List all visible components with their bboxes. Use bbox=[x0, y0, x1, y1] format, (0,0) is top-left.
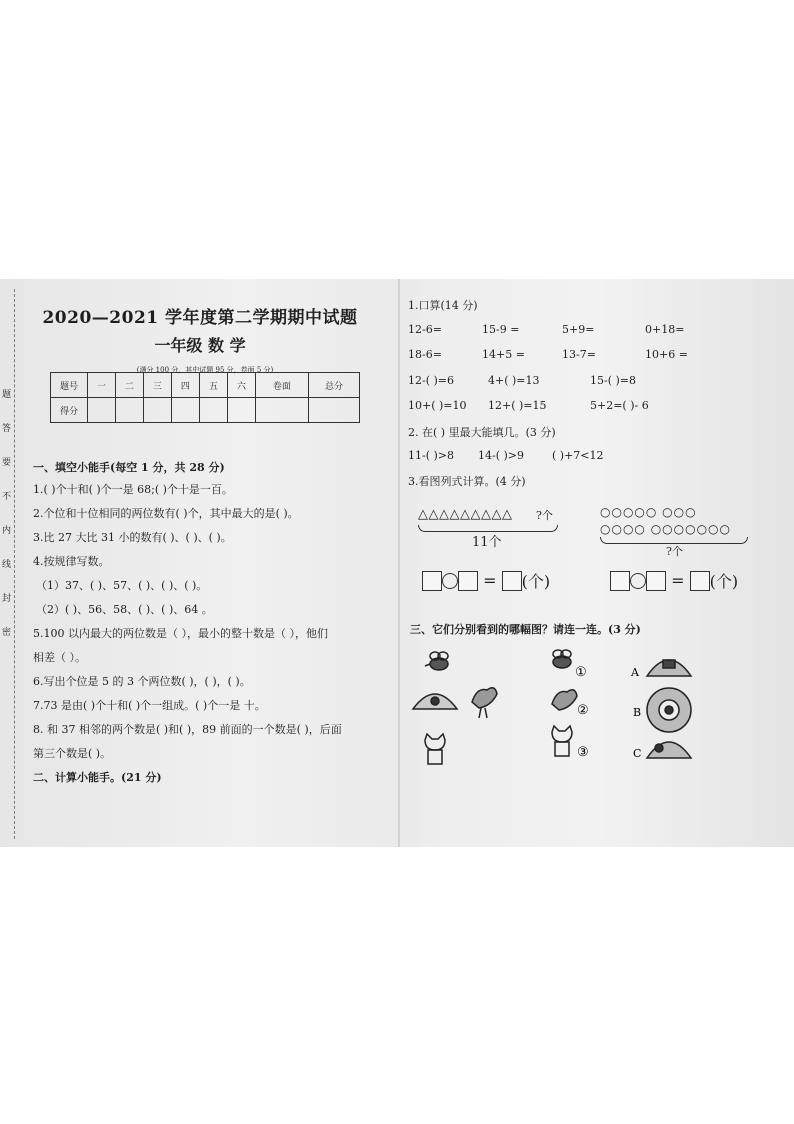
question-line: 6.写出个位是 5 的 3 个两位数( )，( )，( )。 bbox=[33, 675, 251, 688]
binding-label: 不 bbox=[2, 492, 12, 502]
question-line: （1）37、( )、57、( )、( )、( )。 bbox=[36, 579, 208, 592]
left-question-mark: ?个 bbox=[536, 509, 553, 522]
score-header-cell: 卷面 bbox=[255, 373, 308, 398]
arith-item: 10+( )=10 bbox=[408, 399, 467, 412]
score-header-cell: 三 bbox=[143, 373, 171, 398]
binding-label: 内 bbox=[2, 526, 12, 536]
question-line: 8. 和 37 相邻的两个数是( )和( )，89 前面的一个数是( )，后面 bbox=[33, 723, 342, 736]
question-line: 2.个位和十位相同的两位数有( )个，其中最大的是( )。 bbox=[33, 507, 299, 520]
matching-illustration bbox=[405, 644, 785, 774]
match-number: ① bbox=[575, 665, 587, 680]
score-header-cell: 五 bbox=[199, 373, 227, 398]
arith-item: 15-( )=8 bbox=[590, 374, 637, 387]
binding-label: 答 bbox=[2, 424, 12, 434]
score-cell[interactable] bbox=[115, 398, 143, 423]
score-header-cell: 二 bbox=[115, 373, 143, 398]
exam-title: 2020—2021 学年度第二学期期中试题 bbox=[42, 308, 358, 328]
answer-box[interactable] bbox=[646, 571, 666, 591]
arith-item: 10+6 = bbox=[645, 348, 688, 361]
arith-item: 12+( )=15 bbox=[488, 399, 547, 412]
triangle-group: △△△△△△△△△ bbox=[418, 507, 513, 522]
answer-box[interactable] bbox=[690, 571, 710, 591]
score-row-label: 得分 bbox=[51, 398, 88, 423]
compare-item: 11-( )>8 bbox=[408, 449, 455, 462]
score-table-header-row bbox=[51, 373, 360, 398]
binding-label: 线 bbox=[2, 560, 12, 570]
equals-sign: = bbox=[671, 571, 685, 590]
score-cell[interactable] bbox=[88, 398, 116, 423]
match-letter: B bbox=[633, 706, 642, 719]
operator-circle[interactable] bbox=[630, 573, 646, 589]
question-line: 5.100 以内最大的两位数是（ ），最小的整十数是（ ），他们 bbox=[33, 627, 328, 640]
section2-title: 二、计算小能手。(21 分) bbox=[33, 771, 162, 784]
score-cell[interactable] bbox=[227, 398, 255, 423]
section3-title: 三、它们分别看到的哪幅图？请连一连。(3 分) bbox=[410, 623, 641, 636]
bowl-side-view-icon bbox=[647, 742, 691, 758]
binding-label: 封 bbox=[2, 594, 12, 604]
q2-title: 2. 在( ) 里最大能填几。(3 分) bbox=[408, 426, 556, 439]
answer-box[interactable] bbox=[610, 571, 630, 591]
left-total: 11个 bbox=[472, 535, 502, 550]
bowl-icon bbox=[413, 694, 457, 709]
rooster-icon bbox=[552, 690, 577, 710]
answer-row-right bbox=[610, 569, 738, 592]
score-cell[interactable] bbox=[199, 398, 227, 423]
arith-item: 15-9 = bbox=[482, 323, 520, 336]
cat-icon bbox=[425, 734, 445, 764]
q3-title: 3.看图列式计算。(4 分) bbox=[408, 475, 526, 488]
score-header-cell: 总分 bbox=[309, 373, 360, 398]
score-table bbox=[50, 372, 360, 423]
equals-sign: = bbox=[483, 571, 497, 590]
bowl-top-view-icon bbox=[647, 660, 691, 676]
arith-item: 12-6= bbox=[408, 323, 442, 336]
exam-subtitle: 一年级 数 学 bbox=[154, 336, 246, 355]
question-line: 1.( )个十和( )个一是 68;( )个十是一百。 bbox=[33, 483, 233, 496]
match-number: ② bbox=[577, 703, 589, 718]
score-cell[interactable] bbox=[171, 398, 199, 423]
arith-item: 18-6= bbox=[408, 348, 442, 361]
score-cell[interactable] bbox=[255, 398, 308, 423]
q1-title: 1.口算(14 分) bbox=[408, 299, 478, 312]
arith-item: 0+18= bbox=[645, 323, 685, 336]
question-line: （2）( )、56、58、( )、( )、64 。 bbox=[36, 603, 213, 616]
bee-icon bbox=[425, 652, 448, 670]
unit-label: (个) bbox=[521, 572, 551, 591]
bee-icon bbox=[553, 650, 571, 668]
arith-item: 5+9= bbox=[562, 323, 595, 336]
cat-icon bbox=[552, 726, 572, 756]
arith-item: 13-7= bbox=[562, 348, 596, 361]
binding-label: 密 bbox=[2, 628, 12, 638]
compare-item: ( )+7<12 bbox=[552, 449, 604, 462]
right-question-mark: ?个 bbox=[666, 545, 683, 558]
arith-item: 12-( )=6 bbox=[408, 374, 455, 387]
section1-title: 一、填空小能手(每空 1 分，共 28 分) bbox=[33, 461, 225, 474]
binding-label: 题 bbox=[2, 390, 12, 400]
question-line: 3.比 27 大比 31 小的数有( )、( )、( )。 bbox=[33, 531, 232, 544]
score-cell[interactable] bbox=[309, 398, 360, 423]
arith-item: 5+2=( )- 6 bbox=[590, 399, 649, 412]
compare-item: 14-( )>9 bbox=[478, 449, 525, 462]
circle-row-1: ○○○○○ ○○○ bbox=[600, 505, 697, 519]
arith-item: 4+( )=13 bbox=[488, 374, 540, 387]
binding-label: 要 bbox=[2, 458, 12, 468]
answer-row-left bbox=[422, 569, 550, 592]
question-line: 相差（ ）。 bbox=[33, 651, 86, 664]
unit-label: (个) bbox=[709, 572, 739, 591]
score-header-cell: 六 bbox=[227, 373, 255, 398]
question-line: 4.按规律写数。 bbox=[33, 555, 110, 568]
answer-box[interactable] bbox=[422, 571, 442, 591]
answer-box[interactable] bbox=[458, 571, 478, 591]
binding-line bbox=[14, 289, 15, 839]
answer-box[interactable] bbox=[502, 571, 522, 591]
score-note: (满分 100 分，其中试题 95 分，卷面 5 分) bbox=[136, 366, 274, 374]
paper-fold bbox=[398, 279, 400, 847]
question-line: 第三个数是( )。 bbox=[33, 747, 112, 760]
score-header-cell: 题号 bbox=[51, 373, 88, 398]
bowl-front-view-icon bbox=[647, 688, 691, 732]
match-number: ③ bbox=[577, 745, 589, 760]
match-letter: C bbox=[633, 747, 642, 760]
rooster-icon bbox=[472, 688, 497, 718]
match-letter: A bbox=[631, 666, 639, 679]
binding-labels bbox=[2, 389, 14, 661]
score-cell[interactable] bbox=[143, 398, 171, 423]
exam-paper bbox=[0, 279, 794, 847]
arith-item: 14+5 = bbox=[482, 348, 525, 361]
circle-row-2: ○○○○ ○○○○○○○ bbox=[600, 522, 731, 536]
score-header-cell: 四 bbox=[171, 373, 199, 398]
operator-circle[interactable] bbox=[442, 573, 458, 589]
question-line: 7.73 是由( )个十和( )个一组成。( )个一是 十。 bbox=[33, 699, 266, 712]
score-table-score-row bbox=[51, 398, 360, 423]
score-header-cell: 一 bbox=[88, 373, 116, 398]
